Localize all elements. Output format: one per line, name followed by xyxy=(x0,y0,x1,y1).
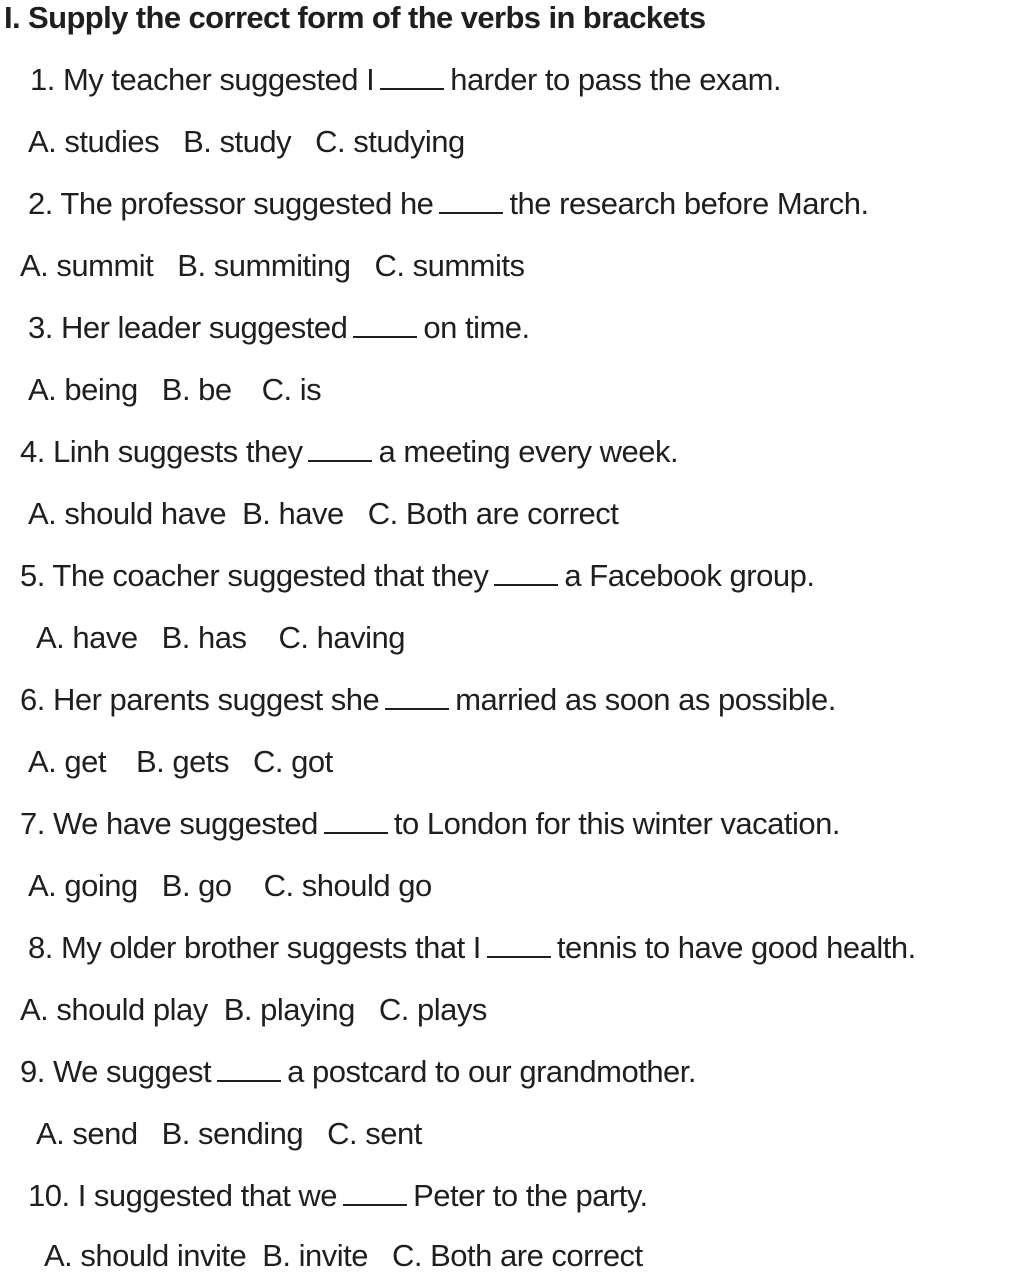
question-7 xyxy=(20,804,840,844)
answer-blank xyxy=(308,438,372,462)
question-6 xyxy=(20,680,836,720)
question-7-options xyxy=(28,866,432,906)
question-1-stem: 1. My teacher suggested I xyxy=(30,62,375,97)
question-9-options xyxy=(36,1114,422,1154)
question-2-options xyxy=(20,246,524,286)
question-10 xyxy=(28,1176,648,1216)
answer-blank xyxy=(487,934,551,958)
option-c: C. plays xyxy=(378,992,487,1027)
option-a: A. summit xyxy=(20,248,154,283)
question-8-stem: 8. My older brother suggests that I xyxy=(28,930,481,965)
question-7-tail: to London for this winter vacation. xyxy=(393,806,840,841)
option-a: A. should have xyxy=(28,496,227,531)
answer-blank xyxy=(494,562,558,586)
question-8-tail: tennis to have good health. xyxy=(556,930,916,965)
option-c: C. studying xyxy=(315,124,465,159)
option-c: C. summits xyxy=(374,248,525,283)
question-4-tail: a meeting every week. xyxy=(378,434,679,469)
option-c: C. Both are correct xyxy=(392,1238,643,1273)
question-1-options xyxy=(28,122,465,162)
option-a: A. studies xyxy=(28,124,160,159)
option-b: B. be xyxy=(161,372,232,407)
option-a: A. get xyxy=(28,744,106,779)
answer-blank xyxy=(385,686,449,710)
option-a: A. should play xyxy=(20,992,208,1027)
option-a: A. being xyxy=(28,372,138,407)
question-6-stem: 6. Her parents suggest she xyxy=(20,682,380,717)
option-a: A. should invite xyxy=(44,1238,247,1273)
option-c: C. got xyxy=(253,744,333,779)
question-2-stem: 2. The professor suggested he xyxy=(28,186,434,221)
option-b: B. has xyxy=(161,620,247,655)
question-3-stem: 3. Her leader suggested xyxy=(28,310,348,345)
answer-blank xyxy=(217,1058,281,1082)
option-c: C. is xyxy=(261,372,322,407)
question-4 xyxy=(20,432,678,472)
option-a: A. send xyxy=(36,1116,138,1151)
answer-blank xyxy=(353,314,417,338)
option-b: B. playing xyxy=(223,992,355,1027)
question-3-tail: on time. xyxy=(423,310,530,345)
answer-blank xyxy=(343,1182,407,1206)
question-2 xyxy=(28,184,869,224)
question-4-stem: 4. Linh suggests they xyxy=(20,434,303,469)
question-6-options xyxy=(28,742,333,782)
question-5-stem: 5. The coacher suggested that they xyxy=(20,558,489,593)
question-10-stem: 10. I suggested that we xyxy=(28,1178,338,1213)
option-b: B. gets xyxy=(136,744,229,779)
option-b: B. invite xyxy=(262,1238,369,1273)
question-10-tail: Peter to the party. xyxy=(413,1178,648,1213)
question-3-options xyxy=(28,370,321,410)
question-2-tail: the research before March. xyxy=(509,186,869,221)
option-c: C. Both are correct xyxy=(367,496,619,531)
question-3 xyxy=(28,308,530,348)
question-5 xyxy=(20,556,814,596)
question-7-stem: 7. We have suggested xyxy=(20,806,318,841)
option-c: C. sent xyxy=(327,1116,422,1151)
question-5-tail: a Facebook group. xyxy=(564,558,815,593)
option-c: C. should go xyxy=(263,868,432,903)
option-b: B. go xyxy=(161,868,232,903)
question-5-options xyxy=(36,618,405,658)
question-8 xyxy=(28,928,916,968)
option-a: A. have xyxy=(36,620,138,655)
exercise-heading: I. Supply the correct form of the verbs in brackets xyxy=(4,0,706,35)
question-1 xyxy=(30,60,781,100)
answer-blank xyxy=(380,66,444,90)
option-a: A. going xyxy=(28,868,138,903)
question-4-options xyxy=(28,494,618,534)
question-6-tail: married as soon as possible. xyxy=(455,682,836,717)
question-9-stem: 9. We suggest xyxy=(20,1054,212,1089)
question-8-options xyxy=(20,990,487,1030)
question-10-options xyxy=(44,1236,643,1276)
question-9-tail: a postcard to our grandmother. xyxy=(287,1054,697,1089)
answer-blank xyxy=(439,190,503,214)
option-c: C. having xyxy=(278,620,405,655)
question-9 xyxy=(20,1052,696,1092)
option-b: B. have xyxy=(242,496,344,531)
option-b: B. summiting xyxy=(177,248,351,283)
option-b: B. sending xyxy=(161,1116,304,1151)
question-1-tail: harder to pass the exam. xyxy=(450,62,782,97)
answer-blank xyxy=(324,810,388,834)
option-b: B. study xyxy=(183,124,292,159)
